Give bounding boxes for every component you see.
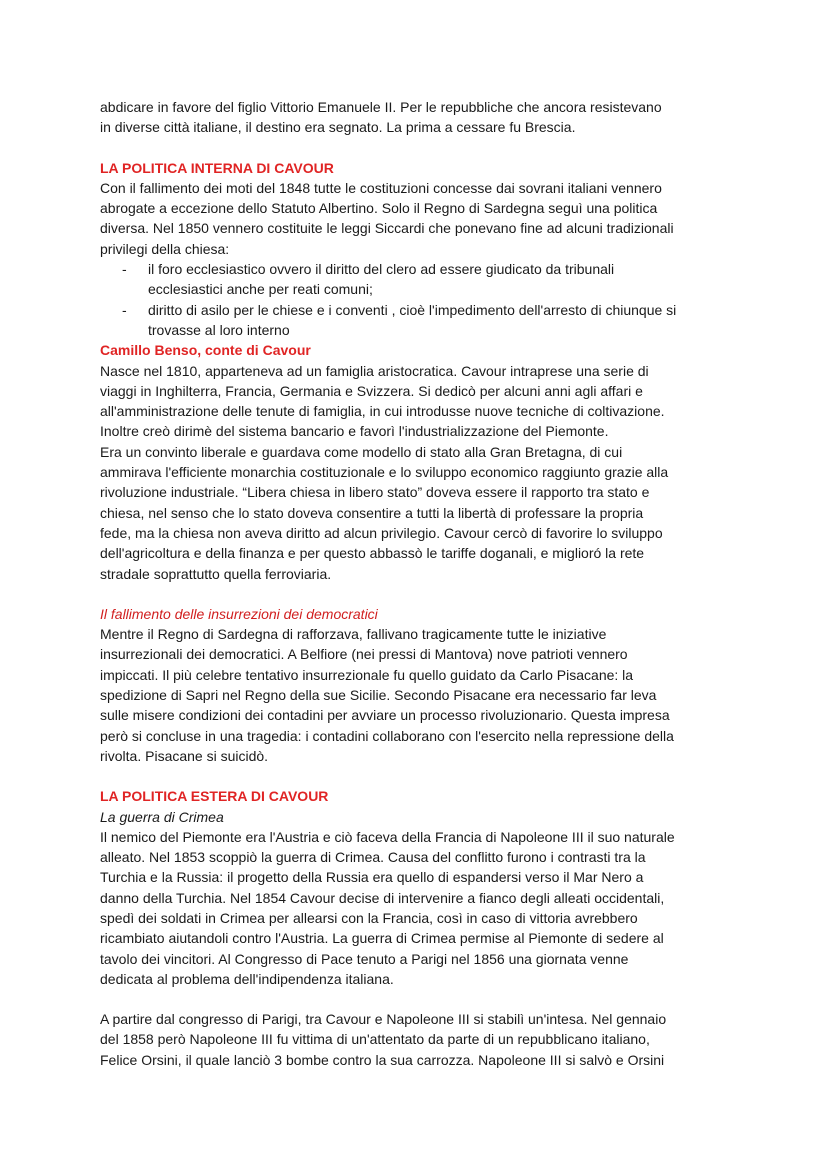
list-item-line: trovasse al loro interno (148, 321, 290, 338)
parigi-paragraph (100, 1009, 740, 1070)
list-item-line: - il foro ecclesiastico ovvero il diritto del clero ad essere giudicato da tribunali (148, 261, 615, 278)
text-line: viaggi in Inghilterra, Francia, Germania e Svizzera. Si dedicò per alcuni anni agli affari e (100, 382, 643, 399)
heading-cavour: Camillo Benso, conte di Cavour (100, 342, 311, 359)
heading-fallimento: Il fallimento delle insurrezioni dei democratici (100, 605, 378, 622)
text-line: insurrezionali dei democratici. A Belfiore (nei pressi di Mantova) nove patrioti vennero (100, 646, 628, 663)
document-page (100, 97, 740, 1070)
text-line: dell'agricoltura e della finanza e per questo abbassò le tariffe doganali, e miglioró la rete (100, 545, 645, 562)
intro-paragraph (100, 97, 740, 138)
text-line: all'amministrazione delle tenute di famiglia, in cui introdusse nuove tecniche di coltivazione. (100, 403, 665, 420)
text-line: rivolta. Pisacane si suicidò. (100, 747, 269, 764)
text-line: ammirava l'efficiente monarchia costituzionale e lo sviluppo economico raggiunto grazie alla (100, 464, 669, 481)
text-line: Felice Orsini, il quale lanciò 3 bombe contro la sua carrozza. Napoleone III si salvò e Orsini (100, 1051, 665, 1068)
politica-interna-paragraph (100, 178, 740, 259)
text-line: però si concluse in una tragedia: i contadini collaborano con l'esercito nella repressione della (100, 727, 674, 744)
list-item-line: ecclesiastici anche per reati comuni; (148, 281, 373, 298)
text-line: Inoltre creò dirimè del sistema bancario e favorì l'industrializzazione del Piemonte. (100, 423, 609, 440)
text-line: del 1858 però Napoleone III fu vittima di un'attentato da parte di un repubblicano italiano, (100, 1031, 650, 1048)
text-line: chiesa, nel senso che lo stato doveva consentire a tutti la libertà di professare la propria (100, 504, 644, 521)
text-line: abdicare in favore del figlio Vittorio Emanuele II. Per le repubbliche che ancora resistevano (100, 99, 662, 115)
privilegi-list (100, 259, 740, 340)
text-line: Nasce nel 1810, apparteneva ad un famiglia aristocratica. Cavour intraprese una serie di (100, 362, 649, 379)
text-line: abrogate a eccezione dello Statuto Albertino. Solo il Regno di Sardegna seguì una politica (100, 200, 658, 217)
text-line: alleato. Nel 1853 scoppiò la guerra di Crimea. Causa del conflitto furono i contrasti tra la (100, 849, 646, 866)
list-item-line: - diritto di asilo per le chiese e i conventi , cioè l'impedimento dell'arresto di chiunque si (148, 301, 677, 318)
text-line: sulle misere condizioni dei contadini per avviare un processo rivoluzionario. Questa impresa (100, 707, 670, 724)
fallimento-paragraph (100, 624, 740, 766)
text-line: A partire dal congresso di Parigi, tra Cavour e Napoleone III si stabilì un'intesa. Nel gennaio (100, 1011, 667, 1028)
text-line: spedizione di Sapri nel Regno della sue Sicilie. Secondo Pisacane era necessario far leva (100, 687, 657, 704)
text-line: rivoluzione industriale. “Libera chiesa in libero stato” doveva essere il rapporto tra stato e (100, 484, 650, 501)
crimea-paragraph (100, 827, 740, 989)
text-line: Mentre il Regno di Sardegna di rafforzava, fallivano tragicamente tutte le iniziative (100, 626, 607, 643)
text-line: in diverse città italiane, il destino era segnato. La prima a cessare fu Brescia. (100, 119, 576, 136)
text-line: stradale soprattutto quella ferroviaria. (100, 565, 332, 582)
text-line: ricambiato aiutandoli contro l'Austria. La guerra di Crimea permise al Piemonte di sedere al (100, 930, 664, 947)
text-line: tavolo dei vincitori. Al Congresso di Pace tenuto a Parigi nel 1856 una giornata venne (100, 950, 629, 967)
subheading-guerra-crimea: La guerra di Crimea (100, 808, 224, 825)
text-line: Turchia e la Russia: il progetto della Russia era quello di espandersi verso il Mar Nero a (100, 869, 644, 886)
text-line: privilegi della chiesa: (100, 240, 230, 257)
text-line: diversa. Nel 1850 vennero costituite le leggi Siccardi che ponevano fine ad alcuni tradizionali (100, 220, 674, 237)
list-item (100, 300, 740, 341)
text-line: spedì dei soldati in Crimea per allearsi con la Francia, così in caso di vittoria avrebbero (100, 909, 638, 926)
text-line: Era un convinto liberale e guardava come modello di stato alla Gran Bretagna, di cui (100, 443, 623, 460)
heading-politica-estera: LA POLITICA ESTERA DI CAVOUR (100, 788, 329, 805)
text-line: fede, ma la chiesa non aveva diritto ad alcun privilegio. Cavour cercò di favorire lo sviluppo (100, 524, 663, 541)
list-item (100, 259, 740, 300)
text-line: Con il fallimento dei moti del 1848 tutte le costituzioni concesse dai sovrani italiani vennero (100, 179, 662, 196)
text-line: danno della Turchia. Nel 1854 Cavour decise di intervenire a fianco degli alleati occidentali, (100, 889, 665, 906)
text-line: impiccati. Il più celebre tentativo insurrezionale fu quello guidato da Carlo Pisacane: la (100, 666, 634, 683)
text-line: dedicata al problema dell'indipendenza italiana. (100, 970, 394, 987)
text-line: Il nemico del Piemonte era l'Austria e ciò faceva della Francia di Napoleone III il suo naturale (100, 828, 675, 845)
cavour-paragraph (100, 361, 740, 584)
heading-politica-interna: LA POLITICA INTERNA DI CAVOUR (100, 159, 334, 176)
